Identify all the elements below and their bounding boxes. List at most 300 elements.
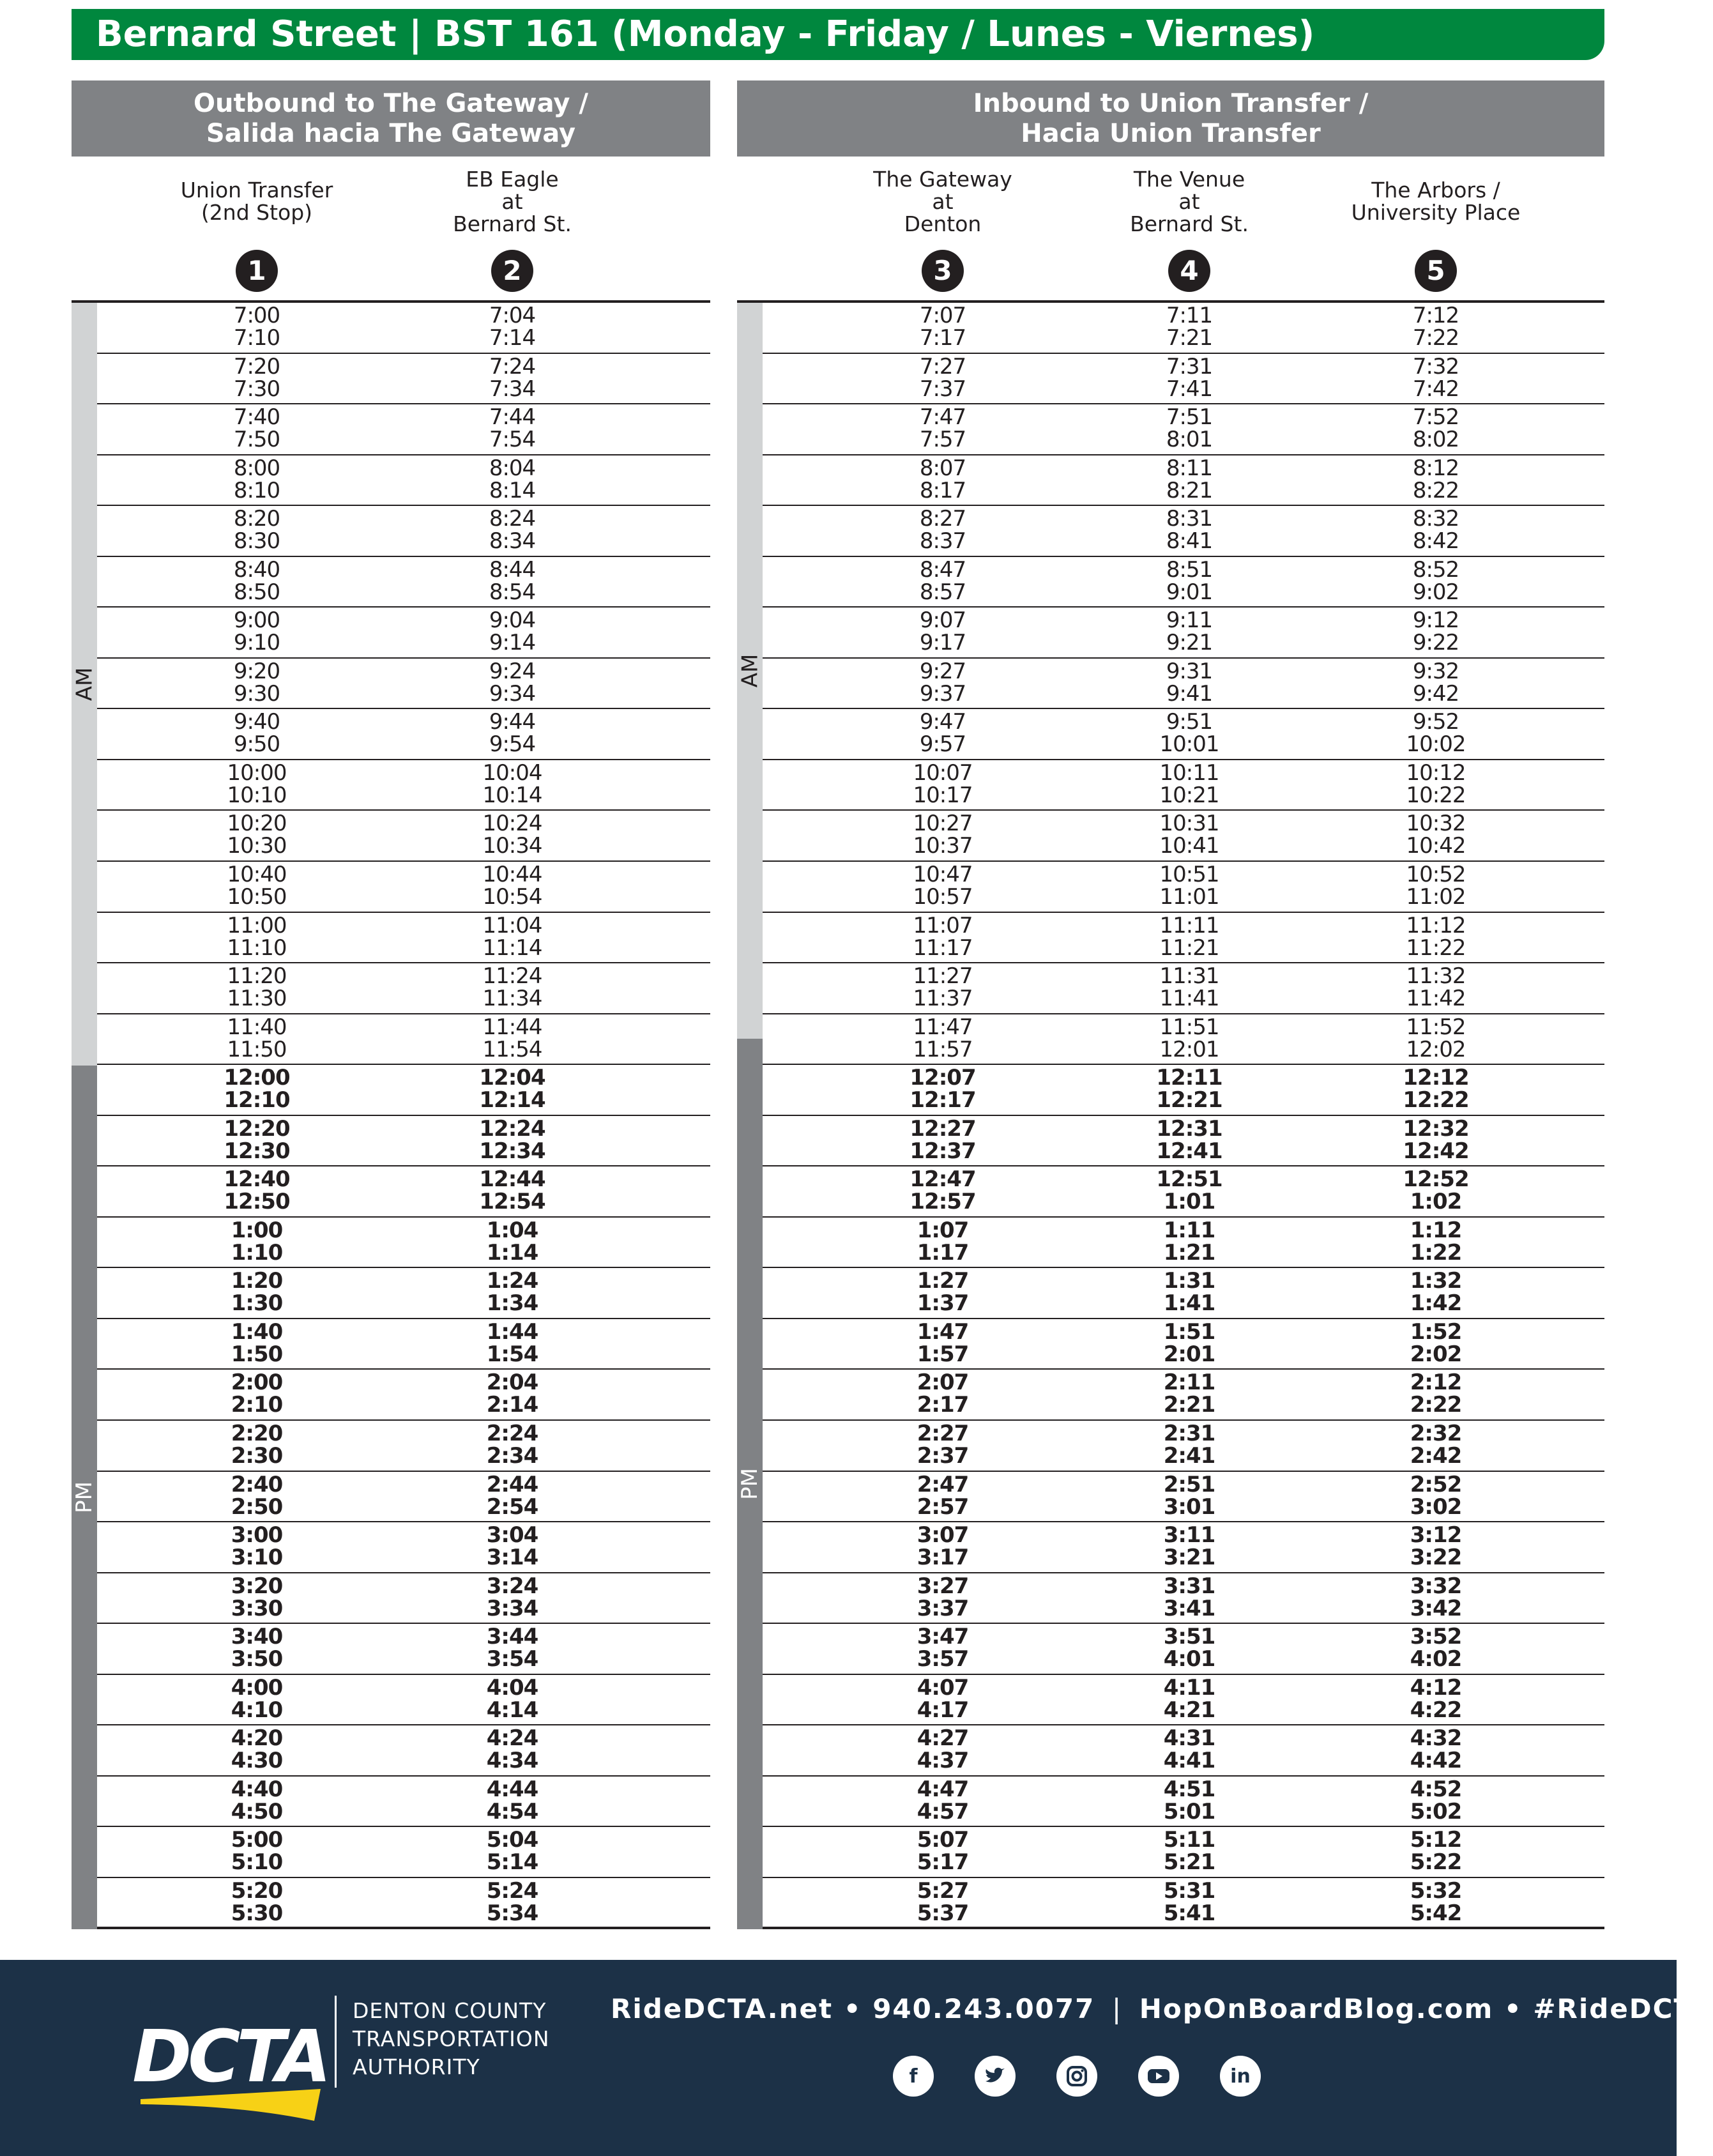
departure-time: 12:32 <box>1403 1115 1469 1142</box>
departure-time: 3:17 <box>917 1545 969 1571</box>
outbound-stop-1-times <box>161 1067 353 1112</box>
departure-time: 3:14 <box>486 1545 538 1571</box>
departure-time: 12:12 <box>1403 1065 1469 1091</box>
stop-1-name-line: (2nd Stop) <box>201 200 313 225</box>
departure-time: 1:47 <box>917 1319 969 1345</box>
departure-time: 2:31 <box>1163 1421 1215 1447</box>
outbound-stop-1-times <box>161 508 353 553</box>
departure-time: 3:00 <box>231 1522 283 1548</box>
departure-time: 11:02 <box>1406 884 1466 910</box>
departure-time: 12:31 <box>1156 1115 1222 1142</box>
inbound-trip-row <box>763 963 1604 1014</box>
inbound-stop-3-times <box>1340 1778 1532 1823</box>
departure-time: 8:57 <box>919 579 966 605</box>
departure-time: 1:31 <box>1163 1268 1215 1294</box>
departure-time: 12:11 <box>1156 1065 1222 1091</box>
departure-time: 8:54 <box>489 579 536 605</box>
outbound-stop-2-times <box>416 353 608 402</box>
inbound-stop-3-times <box>1340 762 1532 807</box>
inbound-trip-row <box>763 760 1604 811</box>
inbound-stop-3-times <box>1340 1270 1532 1315</box>
departure-time: 8:04 <box>489 455 536 481</box>
departure-time: 1:02 <box>1410 1189 1462 1215</box>
inbound-stop-3-times <box>1340 1727 1532 1772</box>
outbound-stop-1-times <box>161 813 353 857</box>
outbound-trip-row <box>97 862 710 913</box>
departure-time: 1:30 <box>231 1290 283 1317</box>
departure-time: 4:32 <box>1410 1725 1462 1752</box>
departure-time: 10:20 <box>227 811 287 837</box>
departure-time: 7:57 <box>919 427 966 453</box>
inbound-stops <box>737 157 1604 300</box>
departure-time: 11:41 <box>1159 986 1219 1012</box>
facebook-icon[interactable]: f <box>893 2056 934 2097</box>
inbound-stop-2-times <box>1093 1778 1285 1823</box>
departure-time: 1:22 <box>1410 1239 1462 1265</box>
departure-time: 4:14 <box>486 1697 538 1723</box>
inbound-trip-row <box>763 354 1604 405</box>
departure-time: 11:10 <box>227 935 287 961</box>
departure-time: 12:27 <box>910 1115 976 1142</box>
departure-time: 7:10 <box>233 325 280 351</box>
departure-time: 4:01 <box>1163 1646 1215 1672</box>
departure-time: 11:40 <box>227 1014 287 1040</box>
inbound-stop-3-times <box>1340 711 1532 756</box>
departure-time: 7:11 <box>1166 303 1213 328</box>
inbound-stop-2-times <box>1093 965 1285 1010</box>
inbound-trip-row <box>763 1878 1604 1929</box>
inbound-stop-2-times <box>1093 1626 1285 1671</box>
departure-time: 10:41 <box>1159 833 1219 859</box>
departure-time: 11:00 <box>227 912 287 938</box>
inbound-stop-1-times <box>847 1219 1039 1264</box>
outbound-stop-1-times <box>161 609 353 654</box>
departure-time: 2:32 <box>1410 1421 1462 1447</box>
departure-time: 1:07 <box>917 1217 969 1243</box>
departure-time: 8:00 <box>233 455 280 481</box>
inbound-stop-1-times <box>847 1524 1039 1569</box>
outbound-stop-1-times <box>161 965 353 1010</box>
blog-link[interactable]: HopOnBoardBlog.com <box>1139 1993 1494 2024</box>
inbound-stop-3-times <box>1340 1674 1532 1723</box>
departure-time: 12:47 <box>910 1166 976 1193</box>
departure-time: 9:44 <box>489 709 536 735</box>
inbound-trip-row <box>763 1370 1604 1421</box>
departure-time: 9:00 <box>233 608 280 634</box>
stop-2-badge: 2 <box>491 250 533 292</box>
departure-time: 12:42 <box>1403 1138 1469 1164</box>
instagram-icon[interactable] <box>1056 2056 1097 2097</box>
inbound-trip-row <box>763 659 1604 710</box>
inbound-stop-2-times <box>1093 1067 1285 1112</box>
departure-time: 10:37 <box>913 833 973 859</box>
departure-time: 1:00 <box>231 1217 283 1243</box>
departure-time: 10:57 <box>913 884 973 910</box>
departure-time: 2:17 <box>917 1392 969 1418</box>
outbound-trip-row <box>97 1116 710 1167</box>
departure-time: 10:42 <box>1406 833 1466 859</box>
youtube-icon[interactable] <box>1138 2056 1179 2097</box>
footer <box>0 1960 1713 2156</box>
stop-1-name-line: Union Transfer <box>180 178 333 203</box>
departure-time: 5:12 <box>1410 1827 1462 1853</box>
departure-time: 10:40 <box>227 862 287 888</box>
departure-time: 9:34 <box>489 680 536 707</box>
departure-time: 12:50 <box>224 1189 290 1215</box>
inbound-header <box>737 80 1604 157</box>
social-links <box>893 2056 1261 2097</box>
departure-time: 8:32 <box>1412 506 1459 532</box>
departure-time: 2:37 <box>917 1443 969 1469</box>
departure-time: 10:32 <box>1406 811 1466 837</box>
outbound-stop-1-times <box>161 912 353 961</box>
departure-time: 8:52 <box>1412 556 1459 583</box>
outbound-stop-1-times <box>161 1168 353 1213</box>
contact-line <box>611 1993 1713 2024</box>
departure-time: 1:10 <box>231 1239 283 1265</box>
departure-time: 1:57 <box>917 1341 969 1367</box>
departure-time: 7:41 <box>1166 376 1213 402</box>
departure-time: 2:24 <box>486 1421 538 1447</box>
departure-time: 2:57 <box>917 1494 969 1520</box>
departure-time: 4:00 <box>231 1674 283 1701</box>
departure-time: 8:11 <box>1166 455 1213 481</box>
departure-time: 4:34 <box>486 1748 538 1774</box>
inbound-am-bar <box>737 303 763 1039</box>
departure-time: 1:27 <box>917 1268 969 1294</box>
departure-time: 2:30 <box>231 1443 283 1469</box>
outbound-stop-2-times <box>416 556 608 605</box>
departure-time: 9:14 <box>489 630 536 656</box>
departure-time: 8:47 <box>919 556 966 583</box>
inbound-trip-row <box>763 1827 1604 1878</box>
bullet-separator: • <box>1504 1993 1523 2024</box>
stop-2-name <box>416 157 608 246</box>
outbound-trip-row <box>97 354 710 405</box>
departure-time: 1:42 <box>1410 1290 1462 1317</box>
departure-time: 7:51 <box>1166 404 1213 431</box>
departure-time: 7:31 <box>1166 353 1213 379</box>
inbound-stop-2-times <box>1093 813 1285 857</box>
outbound-stop-2-times <box>416 457 608 502</box>
inbound-stop-3-times <box>1340 1575 1532 1620</box>
dcta-logo[interactable] <box>128 1998 332 2139</box>
departure-time: 8:41 <box>1166 528 1213 554</box>
inbound-stop-2-times <box>1093 406 1285 451</box>
departure-time: 10:02 <box>1406 731 1466 758</box>
departure-time: 2:21 <box>1163 1392 1215 1418</box>
departure-time: 5:37 <box>917 1900 969 1926</box>
departure-time: 12:40 <box>224 1166 290 1193</box>
departure-time: 4:21 <box>1163 1697 1215 1723</box>
departure-time: 9:52 <box>1412 709 1459 735</box>
departure-time: 5:31 <box>1163 1877 1215 1904</box>
inbound-stop-2-times <box>1093 1877 1285 1926</box>
departure-time: 12:30 <box>224 1138 290 1164</box>
inbound-trip-row <box>763 1725 1604 1777</box>
departure-time: 10:01 <box>1159 731 1219 758</box>
departure-time: 8:42 <box>1412 528 1459 554</box>
departure-time: 9:40 <box>233 709 280 735</box>
inbound-trip-row <box>763 1319 1604 1370</box>
outbound-trip-row <box>97 1370 710 1421</box>
outbound-stop-1-times <box>161 658 353 707</box>
departure-time: 12:04 <box>479 1065 545 1091</box>
outbound-rows <box>97 303 710 1929</box>
departure-time: 12:17 <box>910 1087 976 1113</box>
departure-time: 12:10 <box>224 1087 290 1113</box>
departure-time: 5:02 <box>1410 1798 1462 1824</box>
departure-time: 7:37 <box>919 376 966 402</box>
departure-time: 3:52 <box>1410 1624 1462 1650</box>
inbound-stop-1-times <box>847 1877 1039 1926</box>
outbound-trip-row <box>97 1878 710 1929</box>
stop-3 <box>847 157 1039 292</box>
inbound-stop-1-times <box>847 965 1039 1010</box>
outbound-trip-row <box>97 1166 710 1218</box>
departure-time: 9:31 <box>1166 658 1213 684</box>
departure-time: 11:50 <box>227 1036 287 1062</box>
departure-time: 10:22 <box>1406 782 1466 808</box>
departure-time: 10:44 <box>482 862 542 888</box>
inbound-stop-1-times <box>847 556 1039 605</box>
outbound-stop-1-times <box>161 1270 353 1315</box>
departure-time: 10:14 <box>482 782 542 808</box>
departure-time: 4:17 <box>917 1697 969 1723</box>
inbound-stop-3-times <box>1340 1115 1532 1164</box>
departure-time: 4:57 <box>917 1798 969 1824</box>
outbound-stop-2-times <box>416 762 608 807</box>
departure-time: 9:07 <box>919 608 966 634</box>
inbound-stop-2-times <box>1093 864 1285 908</box>
departure-time: 1:17 <box>917 1239 969 1265</box>
departure-time: 7:40 <box>233 404 280 431</box>
inbound-trip-row <box>763 862 1604 913</box>
departure-time: 1:14 <box>486 1239 538 1265</box>
departure-time: 4:51 <box>1163 1776 1215 1802</box>
departure-time: 3:07 <box>917 1522 969 1548</box>
departure-time: 7:27 <box>919 353 966 379</box>
departure-time: 10:47 <box>913 862 973 888</box>
outbound-trip-row <box>97 963 710 1014</box>
departure-time: 10:54 <box>482 884 542 910</box>
departure-time: 3:04 <box>486 1522 538 1548</box>
departure-time: 5:10 <box>231 1849 283 1876</box>
inbound-stop-2-times <box>1093 1575 1285 1620</box>
inbound-stop-1-times <box>847 864 1039 908</box>
departure-time: 9:54 <box>489 731 536 758</box>
inbound-stop-2-times <box>1093 658 1285 707</box>
departure-time: 2:04 <box>486 1370 538 1396</box>
inbound-stop-1-times <box>847 406 1039 451</box>
inbound-stop-3-times <box>1340 1877 1532 1926</box>
departure-time: 11:11 <box>1159 912 1219 938</box>
departure-time: 11:14 <box>482 935 542 961</box>
departure-time: 11:22 <box>1406 935 1466 961</box>
departure-time: 8:51 <box>1166 556 1213 583</box>
departure-time: 3:01 <box>1163 1494 1215 1520</box>
departure-time: 12:07 <box>910 1065 976 1091</box>
inbound-stop-3-times <box>1340 1372 1532 1416</box>
departure-time: 11:21 <box>1159 935 1219 961</box>
outbound-stop-2-times <box>416 1321 608 1366</box>
outbound-trip-row <box>97 1268 710 1319</box>
inbound-stop-2-times <box>1093 457 1285 502</box>
outbound-stop-1-times <box>161 353 353 402</box>
outbound-trip-row <box>97 1319 710 1370</box>
stop-5-name <box>1340 157 1532 246</box>
departure-time: 2:01 <box>1163 1341 1215 1367</box>
inbound-trip-row <box>763 1472 1604 1523</box>
departure-time: 2:44 <box>486 1471 538 1497</box>
outbound-stop-1-times <box>161 1115 353 1164</box>
inbound-stop-1-times <box>847 1778 1039 1823</box>
stop-4 <box>1093 157 1285 292</box>
departure-time: 12:52 <box>1403 1166 1469 1193</box>
departure-time: 10:30 <box>227 833 287 859</box>
departure-time: 7:17 <box>919 325 966 351</box>
departure-time: 4:07 <box>917 1674 969 1701</box>
departure-time: 7:07 <box>919 303 966 328</box>
outbound-stop-2-times <box>416 1877 608 1926</box>
departure-time: 10:11 <box>1159 760 1219 786</box>
stop-4-badge: 4 <box>1168 250 1210 292</box>
departure-time: 5:34 <box>486 1900 538 1926</box>
departure-time: 1:11 <box>1163 1217 1215 1243</box>
departure-time: 12:44 <box>479 1166 545 1193</box>
departure-time: 2:20 <box>231 1421 283 1447</box>
departure-time: 3:37 <box>917 1595 969 1621</box>
inbound-trip-row <box>763 1166 1604 1218</box>
outbound-trip-row <box>97 1472 710 1523</box>
outbound-stop-2-times <box>416 406 608 451</box>
outbound-stop-2-times <box>416 711 608 756</box>
stop-1 <box>161 157 353 292</box>
inbound-trip-row <box>763 557 1604 608</box>
inbound-stop-3-times <box>1340 1626 1532 1671</box>
departure-time: 10:04 <box>482 760 542 786</box>
inbound-stop-3-times <box>1340 556 1532 605</box>
outbound-stop-2-times <box>416 658 608 707</box>
outbound-panel <box>72 80 710 1929</box>
departure-time: 3:50 <box>231 1646 283 1672</box>
website-link[interactable]: RideDCTA.net <box>611 1993 834 2024</box>
departure-time: 3:02 <box>1410 1494 1462 1520</box>
inbound-header-line-1: Inbound to Union Transfer / <box>973 88 1369 118</box>
pipe-separator: | <box>1111 1993 1123 2024</box>
phone-number[interactable]: 940.243.0077 <box>872 1993 1095 2024</box>
departure-time: 11:27 <box>913 963 973 990</box>
departure-time: 3:12 <box>1410 1522 1462 1548</box>
departure-time: 7:24 <box>489 353 536 379</box>
departure-time: 10:31 <box>1159 811 1219 837</box>
inbound-stop-1-times <box>847 1067 1039 1112</box>
departure-time: 12:57 <box>910 1189 976 1215</box>
outbound-stop-1-times <box>161 1321 353 1366</box>
outbound-trip-row <box>97 455 710 507</box>
inbound-stop-1-times <box>847 1270 1039 1315</box>
outbound-trip-row <box>97 1675 710 1726</box>
departure-time: 11:57 <box>913 1036 973 1062</box>
departure-time: 10:12 <box>1406 760 1466 786</box>
outbound-trip-row <box>97 506 710 557</box>
linkedin-icon[interactable]: in <box>1220 2056 1261 2097</box>
inbound-stop-1-times <box>847 609 1039 654</box>
outbound-trip-row <box>97 1421 710 1472</box>
departure-time: 8:10 <box>233 477 280 503</box>
inbound-rows <box>763 303 1604 1929</box>
departure-time: 12:14 <box>479 1087 545 1113</box>
outbound-trip-row <box>97 760 710 811</box>
departure-time: 9:02 <box>1412 579 1459 605</box>
departure-time: 1:01 <box>1163 1189 1215 1215</box>
departure-time: 11:01 <box>1159 884 1219 910</box>
departure-time: 4:27 <box>917 1725 969 1752</box>
stop-3-name-line: at <box>932 188 954 214</box>
departure-time: 12:01 <box>1159 1036 1219 1062</box>
departure-time: 3:57 <box>917 1646 969 1672</box>
departure-time: 8:50 <box>233 579 280 605</box>
departure-time: 2:07 <box>917 1370 969 1396</box>
inbound-stop-3-times <box>1340 1168 1532 1213</box>
departure-time: 3:10 <box>231 1545 283 1571</box>
outbound-stop-2-times <box>416 912 608 961</box>
departure-time: 8:07 <box>919 455 966 481</box>
departure-time: 7:12 <box>1412 303 1459 328</box>
outbound-trip-row <box>97 1624 710 1675</box>
outbound-trip-row <box>97 1827 710 1878</box>
outbound-stop-1-times <box>161 1575 353 1620</box>
outbound-trip-row <box>97 811 710 862</box>
inbound-stop-3-times <box>1340 912 1532 961</box>
departure-time: 11:04 <box>482 912 542 938</box>
departure-time: 5:07 <box>917 1827 969 1853</box>
departure-time: 11:17 <box>913 935 973 961</box>
departure-time: 4:37 <box>917 1748 969 1774</box>
outbound-trip-row <box>97 303 710 354</box>
hashtag: #RideDCTA <box>1533 1993 1713 2024</box>
departure-time: 8:20 <box>233 506 280 532</box>
departure-time: 9:37 <box>919 680 966 707</box>
inbound-timetable <box>737 300 1604 1929</box>
outbound-trip-row <box>97 1777 710 1828</box>
departure-time: 1:51 <box>1163 1319 1215 1345</box>
stop-5-badge: 5 <box>1415 250 1457 292</box>
inbound-trip-row <box>763 1014 1604 1066</box>
inbound-stop-3-times <box>1340 1423 1532 1467</box>
departure-time: 3:24 <box>486 1573 538 1599</box>
departure-time: 10:17 <box>913 782 973 808</box>
departure-time: 7:30 <box>233 376 280 402</box>
stop-2-name-line: EB Eagle <box>466 166 559 192</box>
inbound-stop-2-times <box>1093 912 1285 961</box>
outbound-stop-1-times <box>161 1778 353 1823</box>
inbound-stop-1-times <box>847 1423 1039 1467</box>
outbound-stop-1-times <box>161 1524 353 1569</box>
departure-time: 3:47 <box>917 1624 969 1650</box>
departure-time: 2:50 <box>231 1494 283 1520</box>
twitter-icon[interactable] <box>975 2056 1016 2097</box>
departure-time: 3:34 <box>486 1595 538 1621</box>
departure-time: 2:47 <box>917 1471 969 1497</box>
departure-time: 9:11 <box>1166 608 1213 634</box>
departure-time: 1:44 <box>486 1319 538 1345</box>
inbound-stop-2-times <box>1093 1219 1285 1264</box>
departure-time: 8:14 <box>489 477 536 503</box>
outbound-pm-label: PM <box>72 1481 97 1513</box>
departure-time: 7:20 <box>233 353 280 379</box>
outbound-header-line-1: Outbound to The Gateway / <box>194 88 588 118</box>
